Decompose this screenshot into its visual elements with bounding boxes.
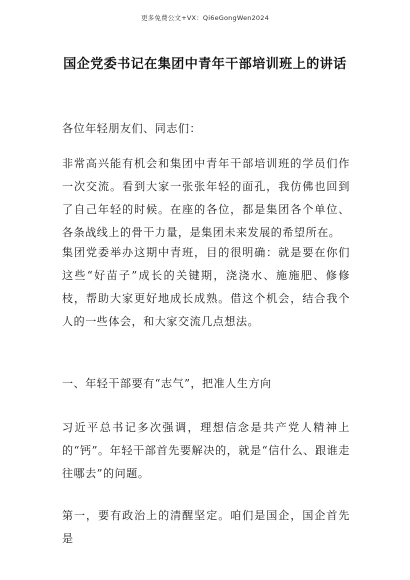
header-note: 更多免费公文+VX：Qi6eGongWen2024 (141, 14, 269, 22)
paragraph: 非常高兴能有机会和集团中青年干部培训班的学员们作一次交流。看到大家一张张年轻的面孔，我仿佛也回到了自己年轻的时候。在座的各位，都是集团各个单位、各条战线上的骨干力量，是集团未来发展的希望所在。 (62, 157, 350, 239)
paragraph: 习近平总书记多次强调，理想信念是共产党人精神上的“钙”。年轻干部首先要解决的，就是“信什么、跟谁走往哪去”的问题。 (62, 421, 350, 480)
greeting: 各位年轻朋友们、同志们： (62, 122, 202, 135)
paragraph: 集团党委举办这期中青班，目的很明确：就是要在你们这些“好苗子”成长的关键期，浇浇水、施施肥、修修枝，帮助大家更好地成长成熟。借这个机会，结合我个人的一些体会，和大家交流几点想法。 (62, 246, 350, 328)
document-title: 国企党委书记在集团中青年干部培训班上的讲话 (63, 57, 347, 72)
section-heading: 一、年轻干部要有“志气”，把准人生方向 (62, 377, 272, 390)
paragraph: 第一，要有政治上的清醒坚定。咱们是国企，国企首先是 (62, 509, 350, 545)
